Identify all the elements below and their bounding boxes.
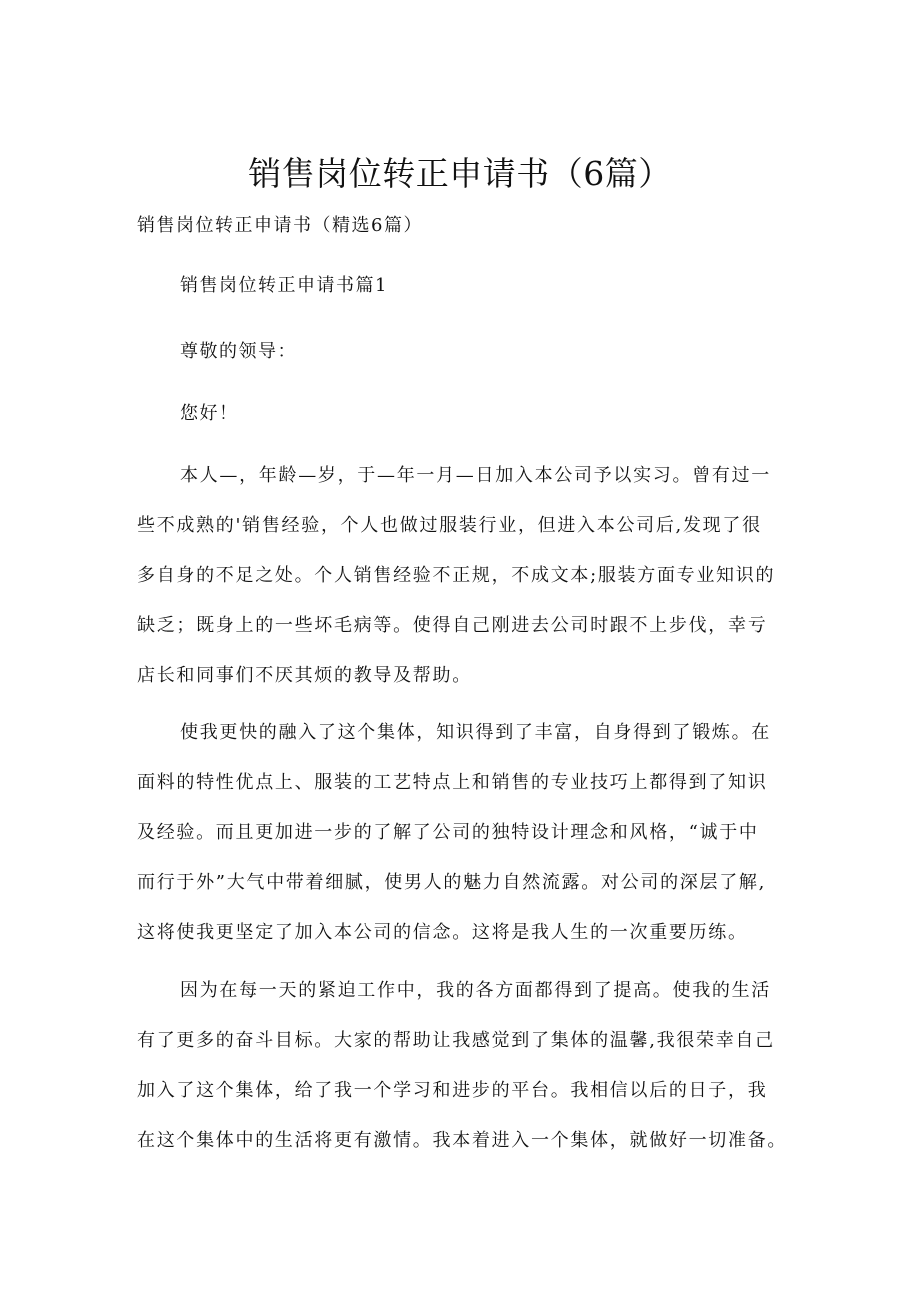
salutation: 尊敬的领导： [180,341,297,362]
paragraph-line: 面料的特性优点上、服装的工艺特点上和销售的专业技巧上都得到了知识 [137,772,768,793]
paragraph-line: 而行于外”大气中带着细腻，使男人的魅力自然流露。对公司的深层了解, [137,872,767,893]
paragraph-line: 因为在每一天的紧迫工作中，我的各方面都得到了提高。使我的生活 [180,980,771,1001]
document-title: 销售岗位转正申请书（6篇） [248,154,672,193]
paragraph-1 [137,462,787,712]
paragraph-line: 本人—，年龄—岁，于—年一月—日加入本公司予以实习。曾有过一 [180,465,771,486]
paragraph-line: 加入了这个集体，给了我一个学习和进步的平台。我相信以后的日子，我 [137,1080,768,1101]
paragraph-line: 些不成熟的'销售经验，个人也做过服装行业，但进入本公司后,发现了很 [137,515,762,536]
paragraph-line: 使我更快的融入了这个集体，知识得到了丰富，自身得到了锻炼。在 [180,722,771,743]
section-heading: 销售岗位转正申请书篇1 [180,275,388,296]
paragraph-line: 有了更多的奋斗目标。大家的帮助让我感觉到了集体的温馨,我很荣幸自己 [137,1030,775,1051]
paragraph-line: 这将使我更坚定了加入本公司的信念。这将是我人生的一次重要历练。 [137,922,748,943]
paragraph-line: 在这个集体中的生活将更有激情。我本着进入一个集体，就做好一切准备。 [137,1130,788,1151]
paragraph-line: 多自身的不足之处。个人销售经验不正规，不成文本;服装方面专业知识的 [137,565,776,586]
paragraph-line: 及经验。而且更加进一步的了解了公司的独特设计理念和风格，“诚于中 [137,822,759,843]
document-subtitle: 销售岗位转正申请书（精选6篇） [137,215,423,236]
paragraph-3 [137,977,787,1177]
paragraph-line: 店长和同事们不厌其烦的教导及帮助。 [137,665,472,686]
paragraph-line: 缺乏；既身上的一些坏毛病等。使得自己刚进去公司时跟不上步伐，幸亏 [137,615,768,636]
paragraph-2 [137,719,787,969]
greeting: 您好！ [180,403,239,424]
